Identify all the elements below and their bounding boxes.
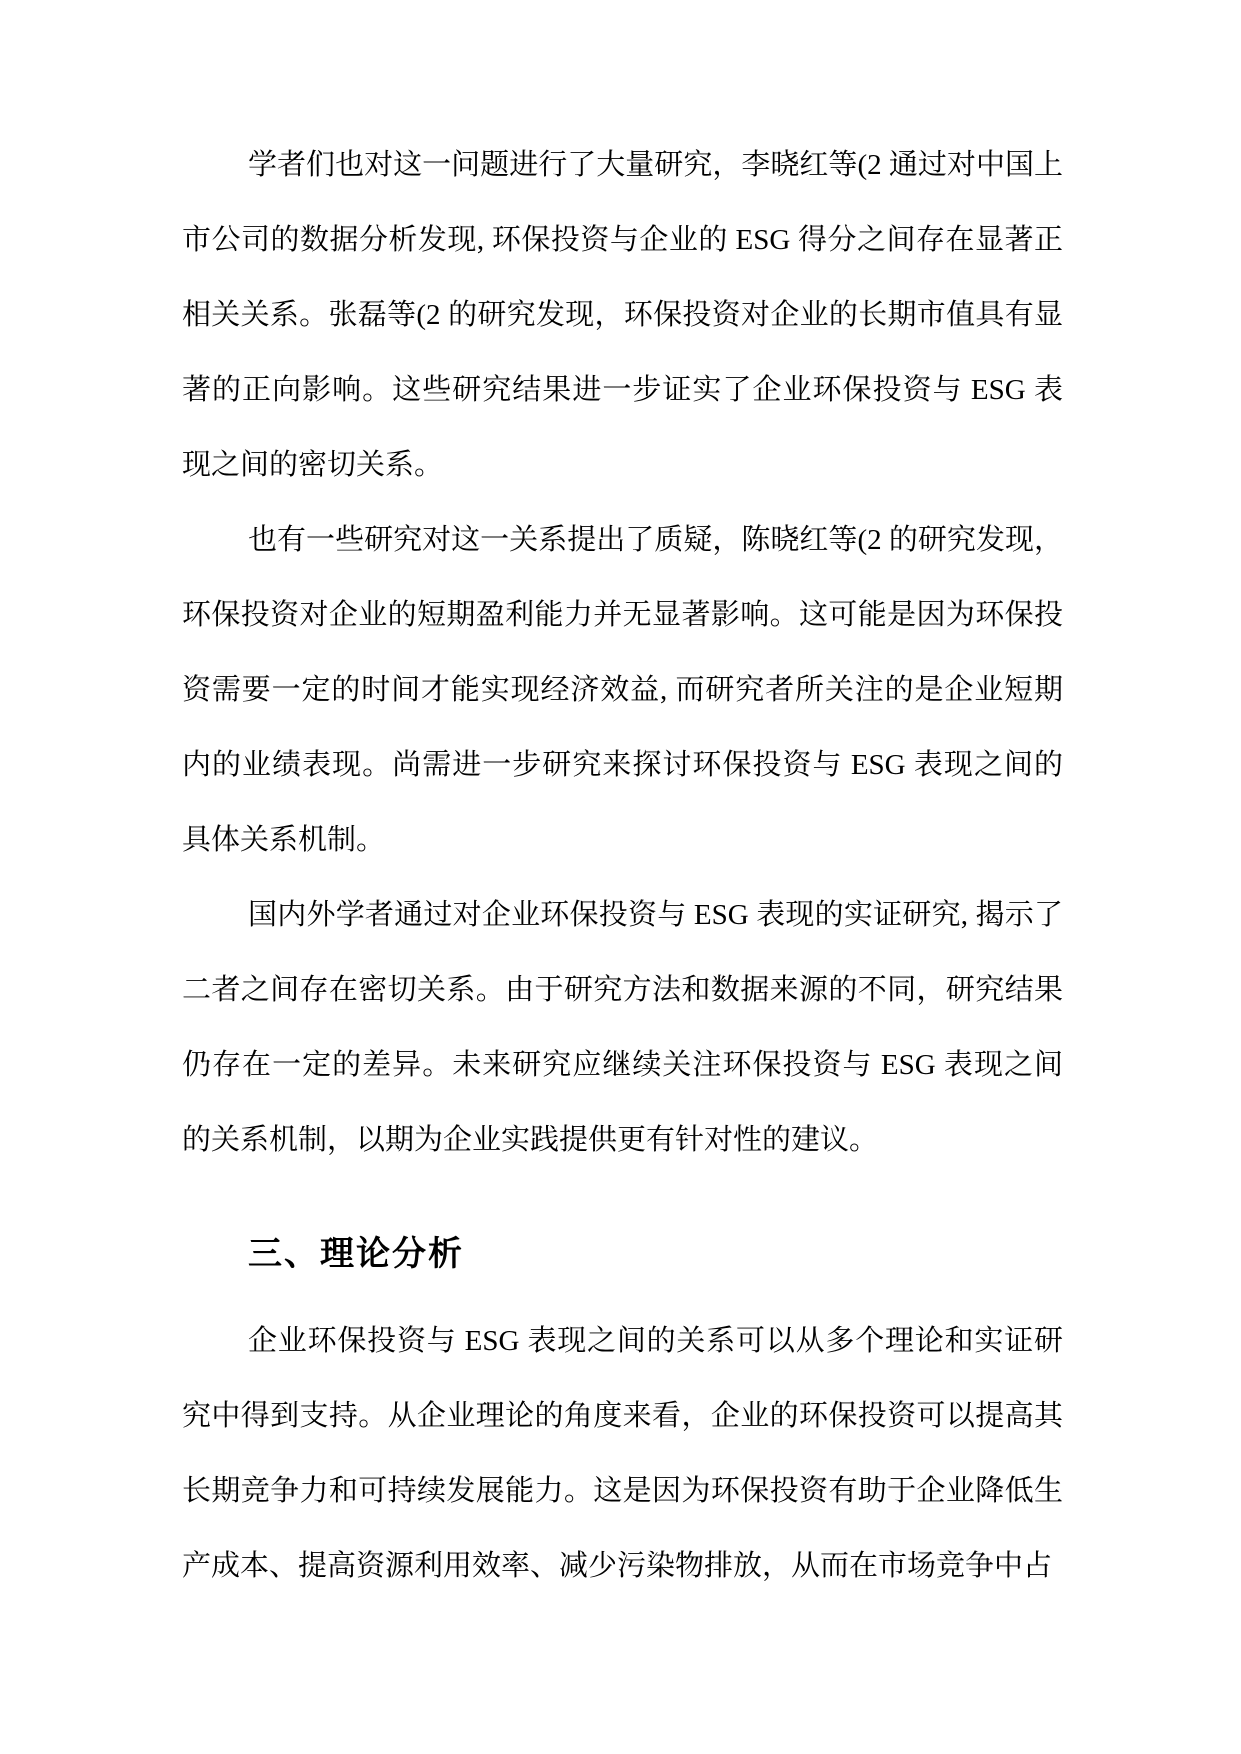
section-heading-theory-analysis: 三、理论分析 [248, 1235, 464, 1273]
paragraph-literature-doubts: 也有一些研究对这一关系提出了质疑，陈晓红等(2 的研究发现，环保投资对企业的短期盈利能力并无显著影响。这可能是因为环保投资需要一定的时间才能实现经济效益, 而研究者所关注的是企业短期内的业绩表现。尚需进一步研究来探讨环保投资与 ESG 表现之间的具体关系机制。 [182, 524, 1063, 856]
paragraph-theory-analysis-intro: 企业环保投资与 ESG 表现之间的关系可以从多个理论和实证研究中得到支持。从企业理论的角度来看，企业的环保投资可以提高其长期竞争力和可持续发展能力。这是因为环保投资有助于企业降低生产成本、提高资源利用效率、减少污染物排放，从而在市场竞争中占 [182, 1325, 1063, 1582]
paragraph-literature-summary: 国内外学者通过对企业环保投资与 ESG 表现的实证研究, 揭示了二者之间存在密切关系。由于研究方法和数据来源的不同，研究结果仍存在一定的差异。未来研究应继续关注环保投资与 ESG 表现之间的关系机制，以期为企业实践提供更有针对性的建议。 [182, 899, 1063, 1156]
paragraph-literature-positive-findings: 学者们也对这一问题进行了大量研究，李晓红等(2 通过对中国上市公司的数据分析发现, 环保投资与企业的 ESG 得分之间存在显著正相关关系。张磊等(2 的研究发现，环保投资对企业的长期市值具有显著的正向影响。这些研究结果进一步证实了企业环保投资与 ESG 表现之间的密切关系。 [182, 149, 1063, 481]
